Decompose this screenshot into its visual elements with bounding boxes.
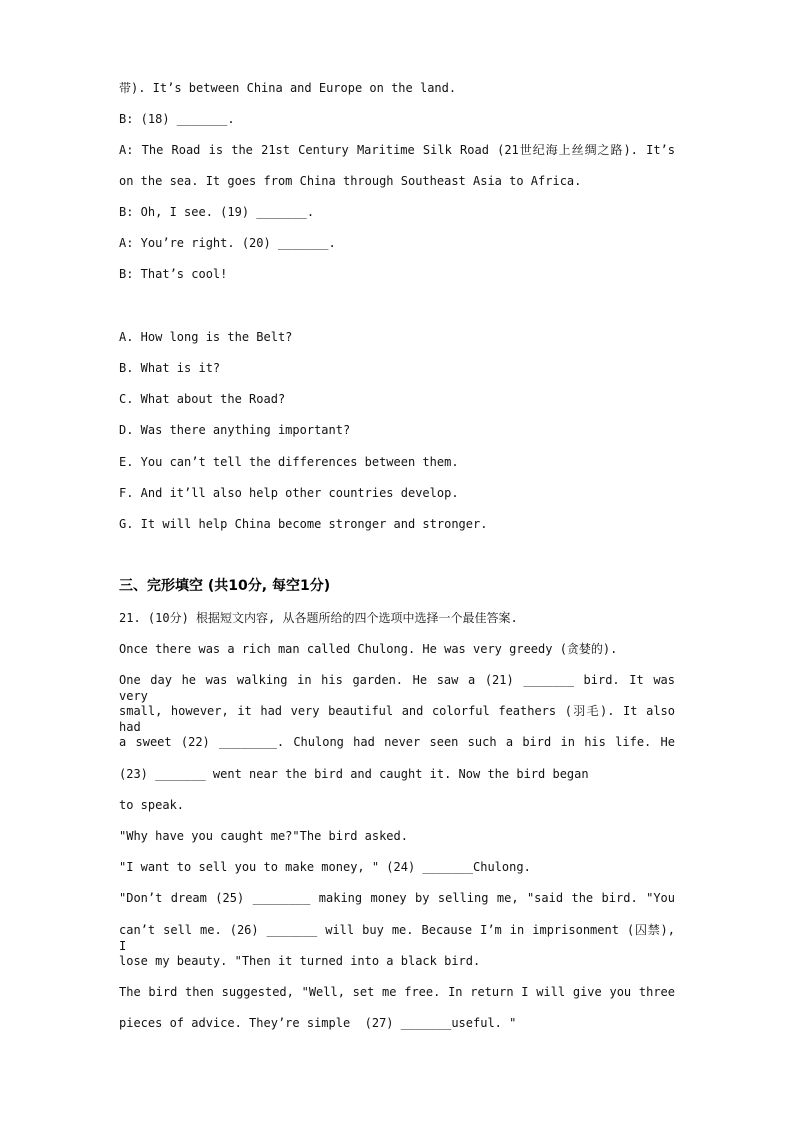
option-g: G. It will help China become stronger and stronger. <box>119 517 488 531</box>
passage-line: a sweet (22) ________. Chulong had never seen such a bird in his life. He <box>119 735 675 749</box>
option-e: E. You can’t tell the differences between them. <box>119 455 459 469</box>
option-f: F. And it’ll also help other countries develop. <box>119 486 459 500</box>
option-d: D. Was there anything important? <box>119 423 351 437</box>
passage-line: The bird then suggested, "Well, set me free. In return I will give you three <box>119 985 675 999</box>
option-a: A. How long is the Belt? <box>119 330 293 344</box>
passage-line: small, however, it had very beautiful and colorful feathers (羽毛). It also had <box>119 704 675 734</box>
passage-line: Once there was a rich man called Chulong. He was very greedy (贪婪的). <box>119 642 618 656</box>
dialogue-line: A: You’re right. (20) _______. <box>119 236 336 250</box>
dialogue-line: A: The Road is the 21st Century Maritime Silk Road (21世纪海上丝绸之路). It’s <box>119 143 675 157</box>
passage-line: to speak. <box>119 798 185 812</box>
passage-line: lose my beauty. "Then it turned into a black bird. <box>119 954 481 968</box>
dialogue-line: on the sea. It goes from China through Southeast Asia to Africa. <box>119 174 582 188</box>
passage-line: One day he was walking in his garden. He saw a (21) _______ bird. It was very <box>119 673 675 703</box>
passage-line: "Don’t dream (25) ________ making money by selling me, "said the bird. "You <box>119 891 675 905</box>
dialogue-line: B: Oh, I see. (19) _______. <box>119 205 315 219</box>
passage-line: can’t sell me. (26) _______ will buy me. Because I’m in imprisonment (囚禁), I <box>119 923 675 953</box>
option-c: C. What about the Road? <box>119 392 286 406</box>
dialogue-line: B: That’s cool! <box>119 267 228 281</box>
passage-line: pieces of advice. They’re simple (27) _______useful. " <box>119 1016 517 1030</box>
option-b: B. What is it? <box>119 361 221 375</box>
passage-line: "I want to sell you to make money, " (24) _______Chulong. <box>119 860 531 874</box>
dialogue-line: B: (18) _______. <box>119 112 235 126</box>
dialogue-line: 带). It’s between China and Europe on the land. <box>119 81 457 95</box>
passage-line: (23) _______ went near the bird and caught it. Now the bird began <box>119 767 589 781</box>
passage-line: "Why have you caught me?"The bird asked. <box>119 829 408 843</box>
question-instruction: 21. (10分) 根据短文内容, 从各题所给的四个选项中选择一个最佳答案. <box>119 611 518 625</box>
section-heading: 三、完形填空 (共10分, 每空1分) <box>119 578 331 594</box>
